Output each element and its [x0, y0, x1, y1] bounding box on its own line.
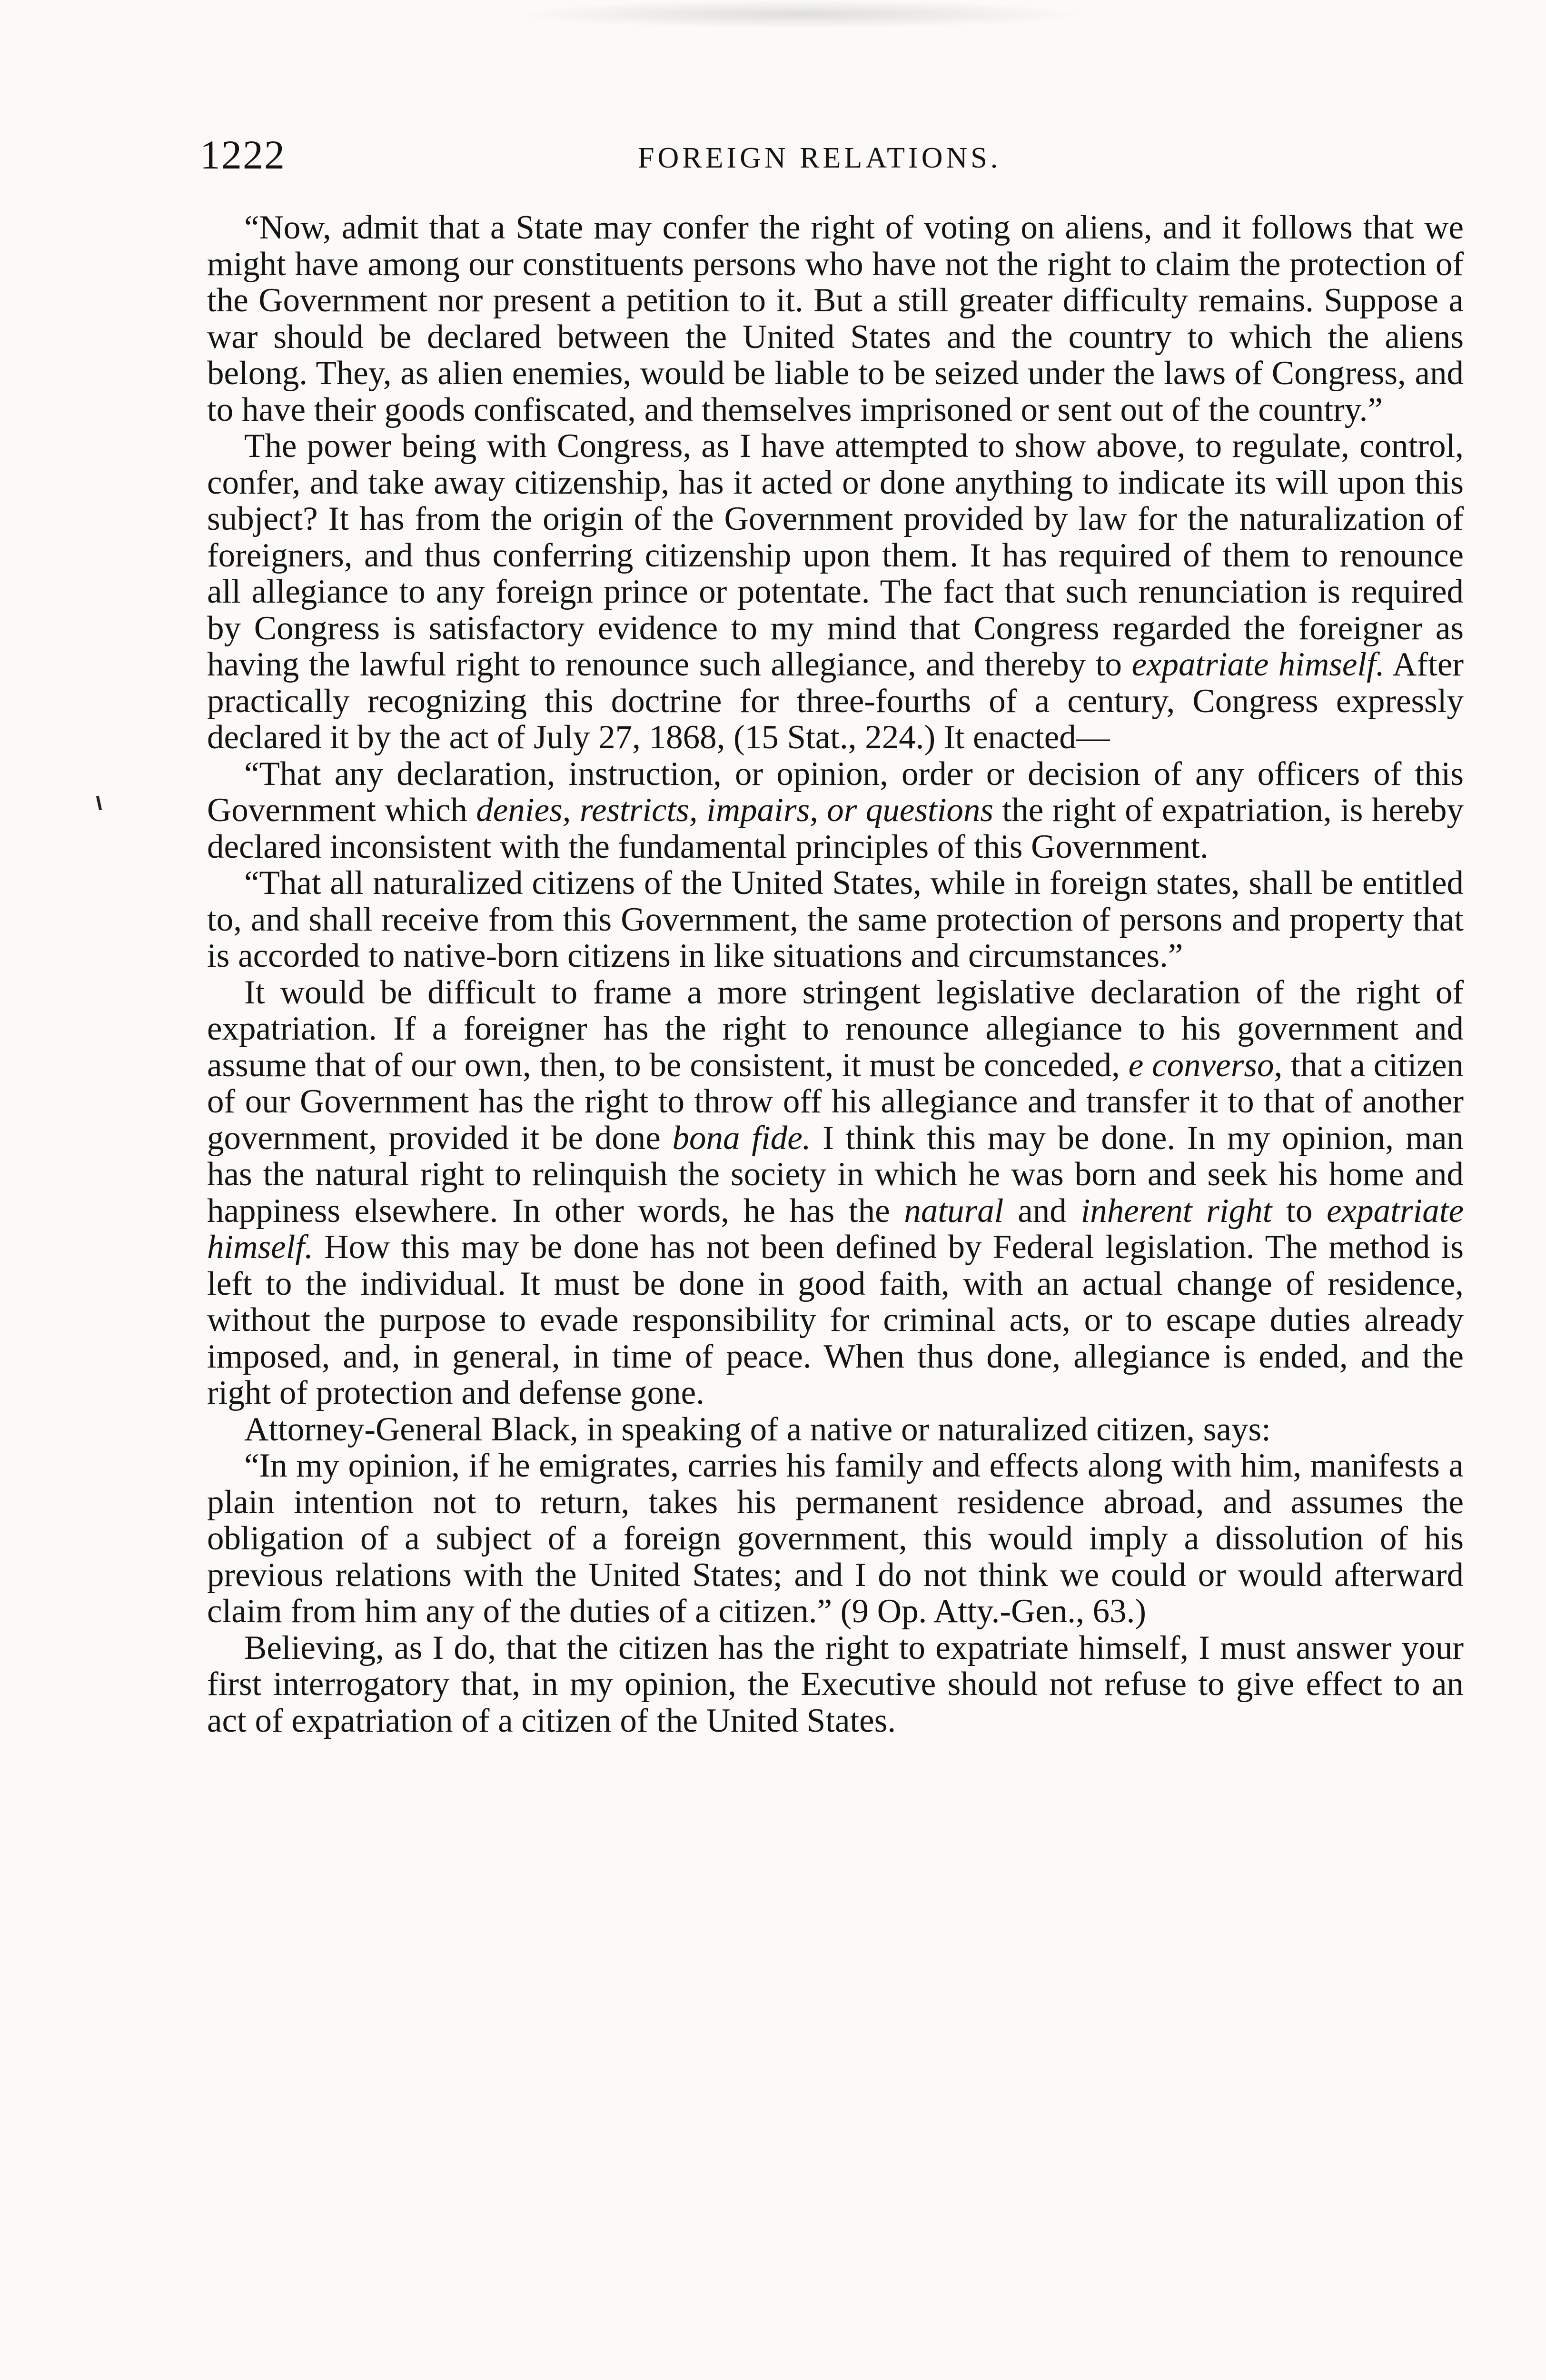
- italic-text: denies, restricts, impairs, or questions: [476, 792, 994, 829]
- paragraph: [207, 756, 1464, 865]
- paragraph: [207, 974, 1464, 1411]
- italic-text: inherent right: [1080, 1192, 1272, 1230]
- paragraph-text: The power being with Congress, as I have attempted to show above, to regulate, control, confer, and take away citizenship, has it acted or done anything to indicate its will upon this subject? It has from the origin of the Government provided by law for the naturalization of foreigners, and thus conferring citizenship upon them. It has required of them to renounce all allegiance to any foreign prince or potentate. The fact that such renunciation is required by Congress is satisfactory evidence to my mind that Congress regarded the foreigner as having the lawful right to renounce such allegiance, and thereby to: [207, 427, 1464, 683]
- paragraph-text: , that a citizen of our Government has the right to throw off his allegiance and transfer it to that of another government, provided it be done: [207, 1046, 1464, 1157]
- paragraph-text: “That all naturalized citizens of the United States, while in foreign states, shall be entitled to, and shall receive from this Government, the same protection of persons and property that is accorded to native-born citizens in like situations and circumstances.”: [207, 864, 1464, 974]
- paragraph-text: and: [1003, 1192, 1081, 1230]
- page-number: 1222: [200, 132, 286, 178]
- italic-text: natural: [904, 1192, 1004, 1230]
- italic-text: expatriate himself.: [207, 1192, 1464, 1266]
- paragraph: [207, 1448, 1464, 1630]
- paragraph-text: It would be difficult to frame a more stringent legislative declaration of the right of expatriation. If a foreigner has the right to renounce allegiance to his government and assume that of our own, then, to be consistent, it must be conceded,: [207, 973, 1464, 1084]
- paragraph-text: Believing, as I do, that the citizen has the right to expatriate himself, I must answer your first interrogatory that, in my opinion, the Executive should not refuse to give effect to an act of expatriation of a citizen of the United States.: [207, 1629, 1464, 1739]
- paragraph: [207, 1630, 1464, 1739]
- running-head: [200, 129, 1466, 181]
- paragraph-text: to: [1272, 1192, 1327, 1230]
- paragraph: [207, 209, 1464, 428]
- italic-text: e converso: [1128, 1046, 1274, 1084]
- paragraph-text: “In my opinion, if he emigrates, carries his family and effects along with him, manifests a plain intention not to return, takes his permanent residence abroad, and assumes the obligation of a subject of a foreign government, this would imply a dissolution of his previous relations with the United States; and I do not think we could or would afterward claim from him any of the duties of a citizen.” (9 Op. Atty.-Gen., 63.): [207, 1447, 1464, 1630]
- paragraph-text: “That any declaration, instruction, or opinion, order or decision of any officers of this Government which: [207, 755, 1464, 829]
- paragraph-text: After practically recognizing this doctrine for three-fourths of a century, Congress expressly declared it by the act of July 27, 1868, (15 Stat., 224.) It enacted—: [207, 646, 1464, 756]
- paragraph: [207, 428, 1464, 756]
- paragraph-text: the right of expatriation, is hereby declared inconsistent with the fundamental principles of this Government.: [207, 792, 1464, 865]
- paragraph-text: Attorney-General Black, in speaking of a native or naturalized citizen, says:: [244, 1410, 1271, 1448]
- paragraph: [207, 1411, 1464, 1448]
- body-text: [207, 209, 1464, 1739]
- paragraph: [207, 865, 1464, 974]
- scan-smudge: [514, 0, 1085, 29]
- italic-text: bona fide.: [672, 1119, 811, 1157]
- paragraph-text: I think this may be done. In my opinion, man has the natural right to relinquish the society in which he was born and seek his home and happiness elsewhere. In other words, he has the: [207, 1119, 1464, 1230]
- margin-mark: [96, 796, 102, 811]
- running-head-title: FOREIGN RELATIONS.: [638, 142, 1001, 174]
- paragraph-text: “Now, admit that a State may confer the right of voting on aliens, and it follows that we might have among our constituents persons who have not the right to claim the protection of the Government nor present a petition to it. But a still greater difficulty remains. Suppose a war should be declared between the United States and the country to which the aliens belong. They, as alien enemies, would be liable to be seized under the laws of Congress, and to have their goods confiscated, and themselves imprisoned or sent out of the country.”: [207, 209, 1464, 428]
- paragraph-text: How this may be done has not been defined by Federal legislation. The method is left to the individual. It must be done in good faith, with an actual change of residence, without the purpose to evade responsibility for criminal acts, or to escape duties already imposed, and, in general, in time of peace. When thus done, allegiance is ended, and the right of protection and defense gone.: [207, 1229, 1464, 1411]
- italic-text: expatriate himself.: [1131, 646, 1385, 683]
